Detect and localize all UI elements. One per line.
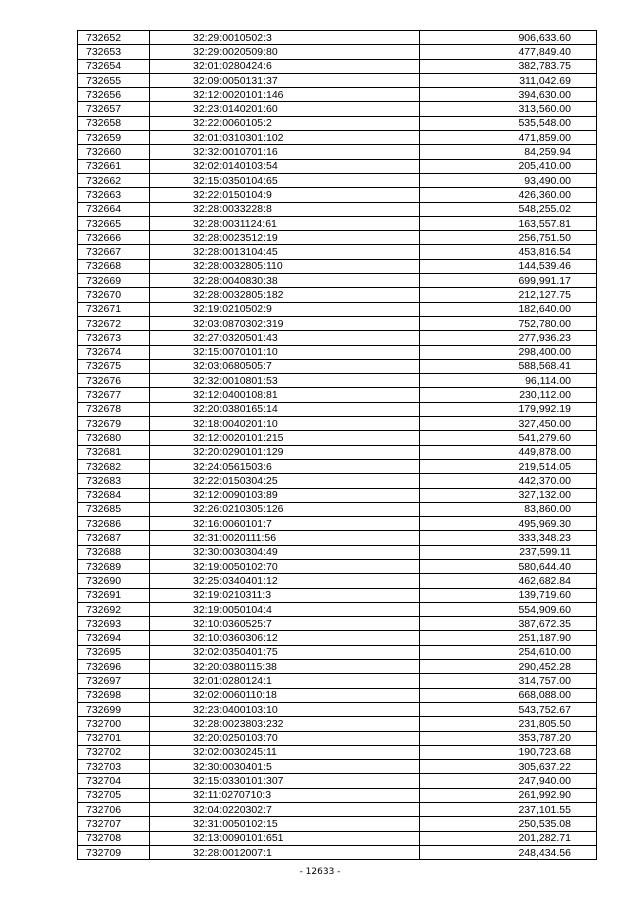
value-cell: 251,187.90 [420,631,597,645]
cadastral-number-cell: 32:30:0030304:49 [150,545,420,559]
table-row [78,831,597,845]
record-number-cell: 732691 [78,588,150,602]
table-row [78,803,597,817]
value-cell: 311,042.69 [420,73,597,87]
value-cell: 83,860.00 [420,502,597,516]
cadastral-number-cell: 32:28:0023803:232 [150,717,420,731]
cadastral-number-cell: 32:31:0050102:15 [150,817,420,831]
value-cell: 219,514.05 [420,459,597,473]
value-cell: 96,114.00 [420,374,597,388]
value-cell: 314,757.00 [420,674,597,688]
cadastral-number-cell: 32:15:0350104:65 [150,173,420,187]
table-row [78,145,597,159]
value-cell: 313,560.00 [420,102,597,116]
value-cell: 543,752.67 [420,702,597,716]
cadastral-number-cell: 32:24:0561503:6 [150,459,420,473]
cadastral-number-cell: 32:10:0360525:7 [150,617,420,631]
record-number-cell: 732679 [78,417,150,431]
value-cell: 190,723.68 [420,745,597,759]
table-row [78,502,597,516]
record-number-cell: 732701 [78,731,150,745]
cadastral-number-cell: 32:03:0680505:7 [150,359,420,373]
record-number-cell: 732656 [78,88,150,102]
cadastral-number-cell: 32:26:0210305:126 [150,502,420,516]
table-row [78,402,597,416]
cadastral-number-cell: 32:02:0350401:75 [150,645,420,659]
record-number-cell: 732695 [78,645,150,659]
table-row [78,131,597,145]
cadastral-number-cell: 32:03:0870302:319 [150,316,420,330]
page-number: - 12633 - [299,867,341,877]
record-number-cell: 732677 [78,388,150,402]
table-row [78,245,597,259]
record-number-cell: 732675 [78,359,150,373]
value-cell: 548,255.02 [420,202,597,216]
cadastral-number-cell: 32:19:0050104:4 [150,602,420,616]
cadastral-number-cell: 32:02:0140103:54 [150,159,420,173]
value-cell: 298,400.00 [420,345,597,359]
record-number-cell: 732678 [78,402,150,416]
record-number-cell: 732700 [78,717,150,731]
record-number-cell: 732698 [78,688,150,702]
record-number-cell: 732672 [78,316,150,330]
cadastral-number-cell: 32:12:0400108:81 [150,388,420,402]
cadastral-number-cell: 32:29:0020509:80 [150,45,420,59]
value-cell: 230,112.00 [420,388,597,402]
value-cell: 535,548.00 [420,116,597,130]
record-number-cell: 732658 [78,116,150,130]
table-row [78,345,597,359]
cadastral-number-cell: 32:23:0140201:60 [150,102,420,116]
record-number-cell: 732661 [78,159,150,173]
value-cell: 254,610.00 [420,645,597,659]
table-row [78,216,597,230]
value-cell: 453,816.54 [420,245,597,259]
value-cell: 144,539.46 [420,259,597,273]
table-row [78,731,597,745]
table-row [78,517,597,531]
value-cell: 205,410.00 [420,159,597,173]
table-row [78,445,597,459]
cadastral-number-cell: 32:28:0032805:182 [150,288,420,302]
value-cell: 394,630.00 [420,88,597,102]
value-cell: 588,568.41 [420,359,597,373]
record-number-cell: 732664 [78,202,150,216]
record-number-cell: 732653 [78,45,150,59]
record-number-cell: 732671 [78,302,150,316]
cadastral-number-cell: 32:20:0380165:14 [150,402,420,416]
value-cell: 906,633.60 [420,31,597,45]
cadastral-number-cell: 32:22:0060105:2 [150,116,420,130]
record-number-cell: 732663 [78,188,150,202]
table-row [78,116,597,130]
value-cell: 382,783.75 [420,59,597,73]
cadastral-number-cell: 32:25:0340401:12 [150,574,420,588]
value-cell: 256,751.50 [420,231,597,245]
cadastral-number-cell: 32:01:0310301:102 [150,131,420,145]
record-number-cell: 732654 [78,59,150,73]
record-number-cell: 732669 [78,274,150,288]
cadastral-number-cell: 32:10:0360306:12 [150,631,420,645]
record-number-cell: 732704 [78,774,150,788]
table-row [78,188,597,202]
cadastral-number-cell: 32:19:0050102:70 [150,559,420,573]
cadastral-number-cell: 32:30:0030401:5 [150,760,420,774]
record-number-cell: 732690 [78,574,150,588]
table-row [78,645,597,659]
cadastral-number-cell: 32:31:0020111:56 [150,531,420,545]
value-cell: 426,360.00 [420,188,597,202]
value-cell: 387,672.35 [420,617,597,631]
table-row [78,531,597,545]
record-number-cell: 732681 [78,445,150,459]
record-number-cell: 732667 [78,245,150,259]
table-row [78,417,597,431]
value-cell: 495,969.30 [420,517,597,531]
table-row [78,231,597,245]
table-row [78,617,597,631]
record-number-cell: 732709 [78,845,150,859]
table-row [78,588,597,602]
record-number-cell: 732699 [78,702,150,716]
record-number-cell: 732657 [78,102,150,116]
cadastral-number-cell: 32:12:0020101:146 [150,88,420,102]
cadastral-number-cell: 32:20:0380115:38 [150,660,420,674]
value-cell: 541,279.60 [420,431,597,445]
value-cell: 442,370.00 [420,474,597,488]
value-cell: 580,644.40 [420,559,597,573]
table-row [78,660,597,674]
value-cell: 212,127.75 [420,288,597,302]
table-row [78,331,597,345]
cadastral-number-cell: 32:19:0210502:9 [150,302,420,316]
table-row [78,702,597,716]
table-row [78,688,597,702]
record-number-cell: 732686 [78,517,150,531]
value-cell: 462,682.84 [420,574,597,588]
value-cell: 182,640.00 [420,302,597,316]
cadastral-number-cell: 32:22:0150104:9 [150,188,420,202]
table-row [78,159,597,173]
record-number-cell: 732687 [78,531,150,545]
table-row [78,31,597,45]
value-cell: 752,780.00 [420,316,597,330]
record-number-cell: 732702 [78,745,150,759]
value-cell: 668,088.00 [420,688,597,702]
record-number-cell: 732689 [78,559,150,573]
table-row [78,45,597,59]
table-row [78,788,597,802]
table-body [78,31,597,860]
record-number-cell: 732673 [78,331,150,345]
table-row [78,474,597,488]
table-row [78,259,597,273]
value-cell: 277,936.23 [420,331,597,345]
record-number-cell: 732660 [78,145,150,159]
table-row [78,59,597,73]
value-cell: 477,849.40 [420,45,597,59]
record-number-cell: 732685 [78,502,150,516]
value-cell: 449,878.00 [420,445,597,459]
cadastral-number-cell: 32:12:0020101:215 [150,431,420,445]
value-cell: 163,557.81 [420,216,597,230]
cadastral-number-cell: 32:15:0330101:307 [150,774,420,788]
table-row [78,431,597,445]
table-row [78,559,597,573]
record-number-cell: 732659 [78,131,150,145]
value-cell: 84,259.94 [420,145,597,159]
record-number-cell: 732707 [78,817,150,831]
record-number-cell: 732682 [78,459,150,473]
value-cell: 179,992.19 [420,402,597,416]
cadastral-number-cell: 32:18:0040201:10 [150,417,420,431]
cadastral-number-cell: 32:16:0060101:7 [150,517,420,531]
value-cell: 250,535.08 [420,817,597,831]
cadastral-number-cell: 32:28:0013104:45 [150,245,420,259]
table-row [78,359,597,373]
cadastral-number-cell: 32:28:0012007:1 [150,845,420,859]
cadastral-number-cell: 32:28:0032805:110 [150,259,420,273]
record-number-cell: 732697 [78,674,150,688]
cadastral-number-cell: 32:02:0030245:11 [150,745,420,759]
cadastral-number-cell: 32:32:0010801:53 [150,374,420,388]
cadastral-number-cell: 32:01:0280424:6 [150,59,420,73]
table-row [78,374,597,388]
table-row [78,274,597,288]
value-cell: 237,599.11 [420,545,597,559]
record-number-cell: 732708 [78,831,150,845]
table-row [78,202,597,216]
table-row [78,545,597,559]
cadastral-number-cell: 32:28:0040830:38 [150,274,420,288]
value-cell: 201,282.71 [420,831,597,845]
record-number-cell: 732693 [78,617,150,631]
record-number-cell: 732703 [78,760,150,774]
record-number-cell: 732696 [78,660,150,674]
table-row [78,316,597,330]
cadastral-number-cell: 32:11:0270710:3 [150,788,420,802]
table-row [78,388,597,402]
value-cell: 554,909.60 [420,602,597,616]
cadastral-number-cell: 32:32:0010701:16 [150,145,420,159]
table-row [78,73,597,87]
table-row [78,674,597,688]
table-row [78,488,597,502]
value-cell: 261,992.90 [420,788,597,802]
cadastral-number-cell: 32:29:0010502:3 [150,31,420,45]
record-number-cell: 732692 [78,602,150,616]
table-row [78,631,597,645]
record-number-cell: 732688 [78,545,150,559]
record-number-cell: 732666 [78,231,150,245]
value-cell: 247,940.00 [420,774,597,788]
value-cell: 327,132.00 [420,488,597,502]
table-row [78,459,597,473]
cadastral-number-cell: 32:04:0220302:7 [150,803,420,817]
table-row [78,602,597,616]
cadastral-number-cell: 32:01:0280124:1 [150,674,420,688]
record-number-cell: 732670 [78,288,150,302]
cadastral-number-cell: 32:02:0060110:18 [150,688,420,702]
record-number-cell: 732662 [78,173,150,187]
cadastral-number-cell: 32:13:0090101:651 [150,831,420,845]
table-row [78,745,597,759]
record-number-cell: 732674 [78,345,150,359]
table-row [78,760,597,774]
value-cell: 333,348.23 [420,531,597,545]
value-cell: 305,637.22 [420,760,597,774]
record-number-cell: 732684 [78,488,150,502]
record-number-cell: 732706 [78,803,150,817]
value-cell: 93,490.00 [420,173,597,187]
table-row [78,288,597,302]
value-cell: 353,787.20 [420,731,597,745]
cadastral-number-cell: 32:15:0070101:10 [150,345,420,359]
record-number-cell: 732665 [78,216,150,230]
table-row [78,817,597,831]
cadastral-number-cell: 32:19:0210311:3 [150,588,420,602]
record-number-cell: 732668 [78,259,150,273]
value-cell: 327,450.00 [420,417,597,431]
cadastral-number-cell: 32:27:0320501:43 [150,331,420,345]
record-number-cell: 732680 [78,431,150,445]
cadastral-number-cell: 32:28:0031124:61 [150,216,420,230]
value-cell: 290,452.28 [420,660,597,674]
table-row [78,173,597,187]
table-row [78,302,597,316]
cadastral-number-cell: 32:20:0250103:70 [150,731,420,745]
table-row [78,717,597,731]
record-number-cell: 732694 [78,631,150,645]
cadastral-number-cell: 32:09:0050131:37 [150,73,420,87]
cadastral-number-cell: 32:23:0400103:10 [150,702,420,716]
value-cell: 699,991.17 [420,274,597,288]
data-table [77,30,597,860]
cadastral-number-cell: 32:28:0033228:8 [150,202,420,216]
table-row [78,845,597,859]
cadastral-number-cell: 32:12:0090103:89 [150,488,420,502]
table-row [78,574,597,588]
record-number-cell: 732652 [78,31,150,45]
table-row [78,774,597,788]
record-number-cell: 732705 [78,788,150,802]
table-row [78,88,597,102]
table-row [78,102,597,116]
value-cell: 139,719.60 [420,588,597,602]
value-cell: 248,434.56 [420,845,597,859]
cadastral-number-cell: 32:28:0023512:19 [150,231,420,245]
record-number-cell: 732683 [78,474,150,488]
record-number-cell: 732655 [78,73,150,87]
value-cell: 231,805.50 [420,717,597,731]
value-cell: 471,859.00 [420,131,597,145]
cadastral-number-cell: 32:20:0290101:129 [150,445,420,459]
value-cell: 237,101.55 [420,803,597,817]
cadastral-number-cell: 32:22:0150304:25 [150,474,420,488]
record-number-cell: 732676 [78,374,150,388]
